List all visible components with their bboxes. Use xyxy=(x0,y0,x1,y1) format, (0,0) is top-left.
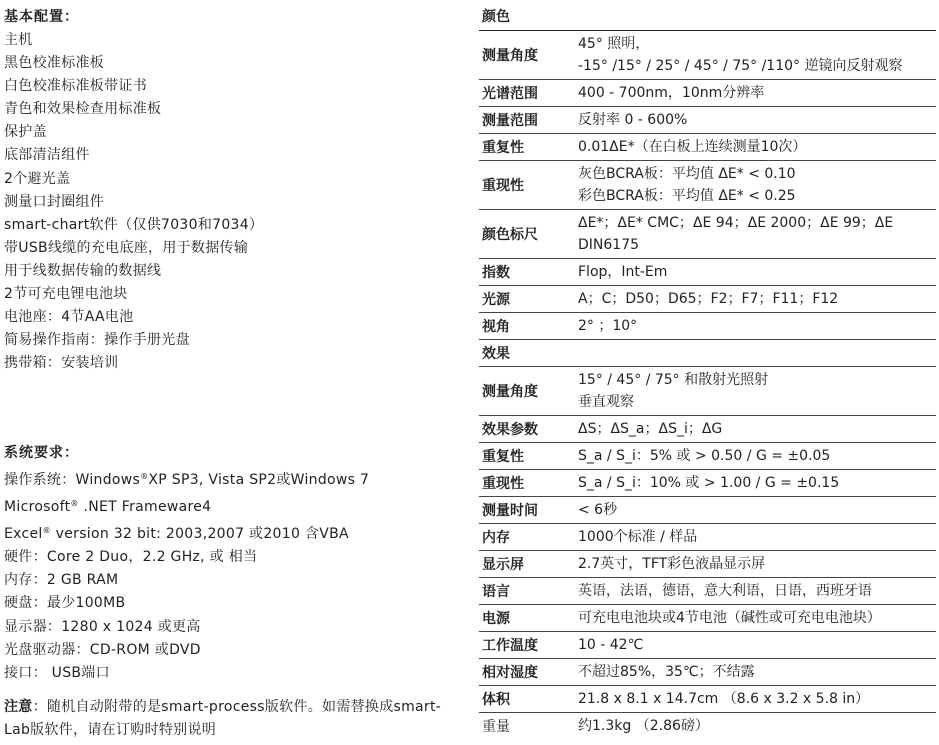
spec-value xyxy=(571,551,936,577)
spec-key: 重复性 xyxy=(482,449,524,465)
spec-row xyxy=(479,107,936,134)
spec-value-line: 2.7英寸，TFT彩色液晶显示屏 xyxy=(578,556,766,572)
system-requirement-item: 接口： USB端口 xyxy=(4,664,110,681)
spec-value xyxy=(571,524,936,550)
note-label: 注意 xyxy=(4,699,33,715)
note-paragraph xyxy=(4,696,454,742)
spec-value xyxy=(571,416,936,442)
system-requirement-item: 硬件：Core 2 Duo，2.2 GHz, 或 相当 xyxy=(4,549,258,566)
system-requirements-block xyxy=(4,442,454,685)
spec-value-line: 反射率 0 - 600% xyxy=(578,112,688,128)
spec-value-line: < 6秒 xyxy=(578,502,618,518)
spec-value-line: 垂直观察 xyxy=(578,394,634,410)
spec-value xyxy=(571,443,936,469)
spec-value-line: ΔS；ΔS_a；ΔS_i；ΔG xyxy=(578,421,723,437)
basic-config-list xyxy=(4,29,454,375)
spec-key: 视角 xyxy=(482,319,510,335)
spec-row xyxy=(479,80,936,107)
spec-key: 重现性 xyxy=(482,178,524,194)
spec-row xyxy=(479,210,936,259)
color-spec-rows xyxy=(479,31,936,340)
os-requirement: 操作系统：Windows®XP SP3, Vista SP2或Windows 7 xyxy=(4,472,370,488)
config-item: 带USB线缆的充电底座，用于数据传输 xyxy=(4,239,249,256)
system-requirement-item: 光盘驱动器：CD-ROM 或DVD xyxy=(4,641,201,658)
spec-key: 效果参数 xyxy=(482,422,538,438)
spec-value xyxy=(571,31,936,79)
spec-value xyxy=(571,686,936,712)
spec-key: 电源 xyxy=(482,611,510,627)
spec-value xyxy=(571,259,936,285)
system-requirement-item: 显示器：1280 x 1024 或更高 xyxy=(4,618,201,635)
spec-value xyxy=(571,313,936,339)
spec-key: 测量角度 xyxy=(482,48,538,64)
spec-row xyxy=(479,632,936,659)
spec-value xyxy=(571,80,936,106)
spec-value-line: ΔE*；ΔE* CMC；ΔE 94；ΔE 2000；ΔE 99；ΔE xyxy=(578,215,894,231)
spec-value-line: 10 - 42℃ xyxy=(578,637,644,653)
basic-config-block xyxy=(4,6,454,375)
spec-value-line: S_a / S_i：5% 或 > 0.50 / G = ±0.05 xyxy=(578,448,831,464)
spec-value-line: 1000个标准 / 样品 xyxy=(578,529,698,545)
spec-value xyxy=(571,161,936,209)
system-requirement-item: 内存：2 GB RAM xyxy=(4,572,119,589)
spec-value xyxy=(571,713,936,739)
system-requirements-title: 系统要求： xyxy=(4,445,79,461)
spec-key: 测量角度 xyxy=(482,384,538,400)
spec-value xyxy=(571,107,936,133)
effect-spec-rows xyxy=(479,367,936,739)
system-requirements-list xyxy=(4,546,454,685)
spec-table xyxy=(479,4,936,739)
spec-key: 内存 xyxy=(482,530,510,546)
spec-value-line: 0.01ΔE*（在白板上连续测量10次） xyxy=(578,139,807,155)
spec-value xyxy=(571,367,936,415)
spec-value-line: 45° 照明， xyxy=(578,36,650,52)
spec-row xyxy=(479,578,936,605)
spec-value xyxy=(571,497,936,523)
spec-row xyxy=(479,551,936,578)
spec-value-line: 不超过85%，35℃；不结露 xyxy=(578,664,755,680)
config-item: 简易操作指南：操作手册光盘 xyxy=(4,332,190,349)
spec-key: 光源 xyxy=(482,292,510,308)
spec-value-line: 15° / 45° / 75° 和散射光照射 xyxy=(578,372,769,388)
spec-key: 语言 xyxy=(482,584,510,600)
spec-row xyxy=(479,713,936,739)
spec-value xyxy=(571,578,936,604)
spec-value-line: 彩色BCRA板：平均值 ΔE* < 0.25 xyxy=(578,188,796,204)
spec-value-line: 21.8 x 8.1 x 14.7cm （8.6 x 3.2 x 5.8 in） xyxy=(578,691,870,707)
dotnet-requirement: Microsoft® .NET Frameware4 xyxy=(4,499,212,516)
spec-key: 重复性 xyxy=(482,140,524,156)
config-item: 2个避光盖 xyxy=(4,170,71,187)
spec-value-line: 可充电电池块或4节电池（碱性或可充电电池块） xyxy=(578,610,881,626)
spec-row xyxy=(479,286,936,313)
spec-key: 重现性 xyxy=(482,476,524,492)
spec-value xyxy=(571,632,936,658)
note-text: ：随机自动附带的是smart-process版软件。如需替换成smart-Lab版软件，请在订购时特别说明 xyxy=(4,699,442,738)
config-item: 底部清洁组件 xyxy=(4,147,90,164)
spec-value xyxy=(571,659,936,685)
spec-row xyxy=(479,497,936,524)
spec-key: 相对湿度 xyxy=(482,665,538,681)
spec-value-line: 约1.3kg （2.86磅） xyxy=(578,718,709,734)
spec-key: 体积 xyxy=(482,692,510,708)
spec-value-line: DIN6175 xyxy=(578,237,640,253)
spec-row xyxy=(479,605,936,632)
spec-value-line: -15° /15° / 25° / 45° / 75° /110° 逆镜向反射观察 xyxy=(578,58,903,74)
spec-row xyxy=(479,686,936,713)
spec-row xyxy=(479,524,936,551)
config-item: 黑色校准标准板 xyxy=(4,55,105,72)
spec-value xyxy=(571,470,936,496)
config-item: 携带箱：安装培训 xyxy=(4,355,119,372)
config-item: 测量口封圈组件 xyxy=(4,193,105,210)
system-requirement-item: 硬盘：最少100MB xyxy=(4,595,126,612)
spec-key: 测量范围 xyxy=(482,113,538,129)
config-item: 保护盖 xyxy=(4,124,47,141)
spec-row xyxy=(479,313,936,340)
spec-row xyxy=(479,134,936,161)
spec-value xyxy=(571,134,936,160)
spec-row xyxy=(479,470,936,497)
config-item: 白色校准标准板带证书 xyxy=(4,78,147,95)
spec-value-line: Flop，Int-Em xyxy=(578,264,668,280)
spec-key: 颜色标尺 xyxy=(482,227,538,243)
spec-key: 光谱范围 xyxy=(482,86,538,102)
spec-key: 显示屏 xyxy=(482,557,524,573)
config-item: 2节可充电锂电池块 xyxy=(4,286,128,303)
config-item: 用于线数据传输的数据线 xyxy=(4,262,162,279)
spec-key: 工作温度 xyxy=(482,638,538,654)
spec-key: 测量时间 xyxy=(482,503,538,519)
spec-key: 指数 xyxy=(482,265,510,281)
spec-row xyxy=(479,659,936,686)
spec-row xyxy=(479,161,936,210)
config-item: 主机 xyxy=(4,32,33,48)
spec-row xyxy=(479,416,936,443)
effect-section-header: 效果 xyxy=(479,340,936,367)
spec-value-line: 英语，法语，德语，意大利语，日语，西班牙语 xyxy=(578,583,872,599)
spec-row xyxy=(479,367,936,416)
spec-value-line: 灰色BCRA板：平均值 ΔE* < 0.10 xyxy=(578,166,796,182)
excel-requirement: Excel® version 32 bit: 2003,2007 或2010 含VBA xyxy=(4,526,349,543)
config-item: 青色和效果检查用标准板 xyxy=(4,101,162,118)
basic-config-title: 基本配置： xyxy=(4,9,79,25)
spec-value-line: S_a / S_i：10% 或 > 1.00 / G = ±0.15 xyxy=(578,475,840,491)
config-item: smart-chart软件（仅供7030和7034） xyxy=(4,216,264,233)
color-section-header: 颜色 xyxy=(479,4,936,31)
config-item: 电池座：4节AA电池 xyxy=(4,309,134,326)
spec-row xyxy=(479,443,936,470)
spec-value-line: A；C；D50；D65；F2；F7；F11；F12 xyxy=(578,291,839,307)
spec-row xyxy=(479,31,936,80)
spec-value-line: 400 - 700nm，10nm分辨率 xyxy=(578,85,765,101)
spec-value xyxy=(571,605,936,631)
spec-value-line: 2° ；10° xyxy=(578,318,638,334)
spec-value xyxy=(571,286,936,312)
spec-value xyxy=(571,210,936,258)
spec-row xyxy=(479,259,936,286)
spec-key: 重量 xyxy=(482,719,510,735)
